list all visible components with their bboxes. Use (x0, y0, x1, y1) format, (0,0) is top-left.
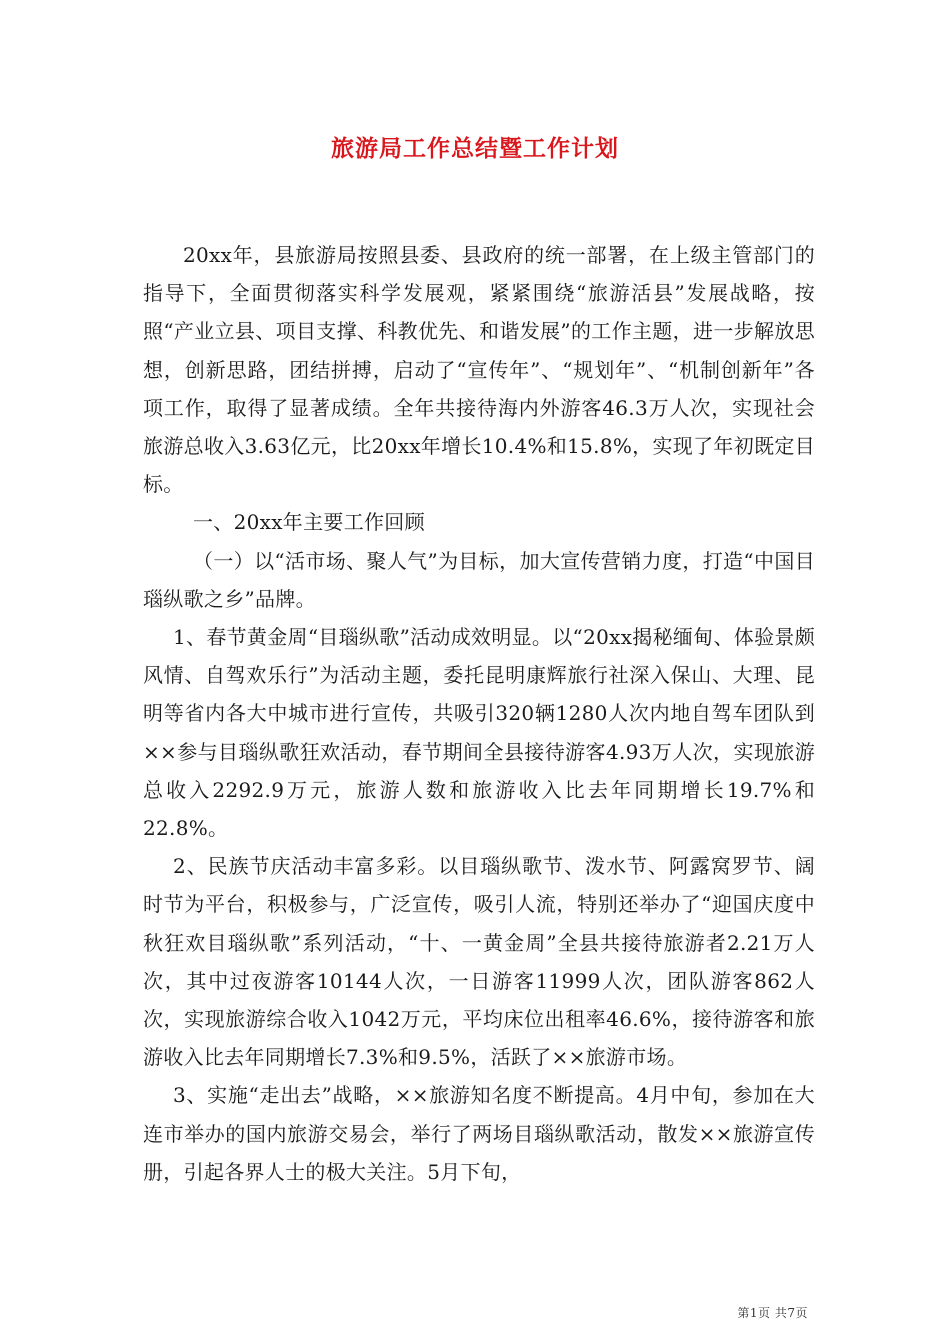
subsection-heading-marketing: （一）以“活市场、聚人气”为目标，加大宣传营销力度，打造“中国目瑙纵歌之乡”品牌。 (143, 548, 815, 611)
section-heading-review: 一、20xx年主要工作回顾 (193, 510, 425, 535)
paragraph-spring-festival: 1、春节黄金周“目瑙纵歌”活动成效明显。以“20xx揭秘缅甸、体验景颇风情、自驾欢乐行”为活动主题，委托昆明康辉旅行社深入保山、大理、昆明等省内各大中城市进行宣传，共吸引320辆1280人次内地自驾车团队到××参与目瑙纵歌狂欢活动，春节期间全县接待游客4.93万人次，实现旅游总收入2292.9万元，旅游人数和旅游收入比去年同期增长19.7%和22.8%。 (143, 625, 815, 841)
paragraph-ethnic-festivals: 2、民族节庆活动丰富多彩。以目瑙纵歌节、泼水节、阿露窝罗节、阔时节为平台，积极参与，广泛宣传，吸引人流，特别还举办了“迎国庆度中秋狂欢目瑙纵歌”系列活动，“十、一黄金周”全县共接待旅游者2.21万人次，其中过夜游客10144人次，一日游客11999人次，团队游客862人次，实现旅游综合收入1042万元，平均床位出租率46.6%，接待游客和旅游收入比去年同期增长7.3%和9.5%，活跃了××旅游市场。 (143, 854, 815, 1070)
paragraph-go-out-strategy: 3、实施“走出去”战略，××旅游知名度不断提高。4月中旬，参加在大连市举办的国内旅游交易会，举行了两场目瑙纵歌活动，散发××旅游宣传册，引起各界人士的极大关注。5月下旬， (143, 1083, 815, 1184)
paragraph-intro: 20xx年，县旅游局按照县委、县政府的统一部署，在上级主管部门的指导下，全面贯彻落实科学发展观，紧紧围绕“旅游活县”发展战略，按照“产业立县、项目支撑、科教优先、和谐发展”的工作主题，进一步解放思想，创新思路，团结拼搏，启动了“宣传年”、“规划年”、“机制创新年”各项工作，取得了显著成绩。全年共接待海内外游客46.3万人次，实现社会旅游总收入3.63亿元，比20xx年增长10.4%和15.8%，实现了年初既定目标。 (143, 243, 815, 497)
document-body (143, 236, 815, 1191)
page-number: 第1页 共7页 (737, 1306, 808, 1320)
document-title: 旅游局工作总结暨工作计划 (331, 135, 619, 162)
